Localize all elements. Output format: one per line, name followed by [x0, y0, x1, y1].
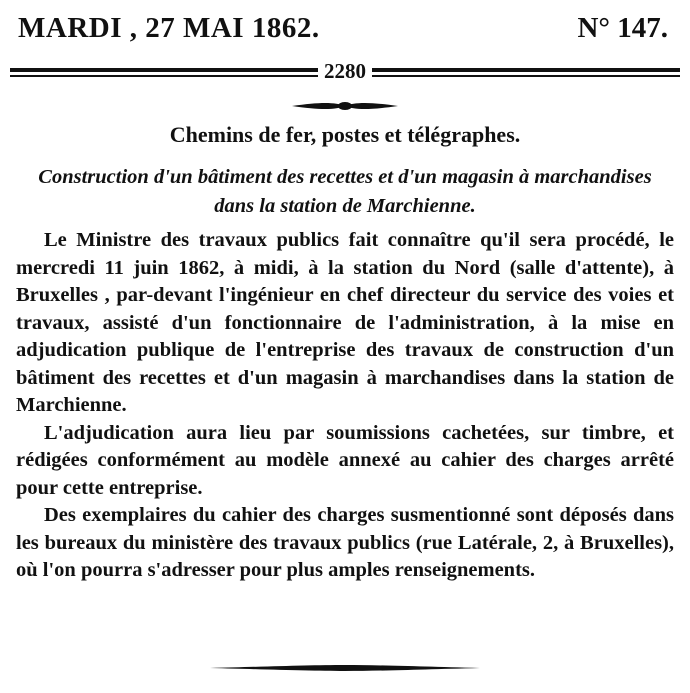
bottom-rule-icon — [210, 663, 480, 673]
notice-subtitle: Construction d'un bâtiment des recettes et d'un magasin à marchandises dans la station de Marchienne. — [38, 166, 652, 217]
page-header — [18, 8, 668, 48]
issue-date: MARDI , 27 MAI 1862. — [18, 12, 320, 44]
page-number: 2280 — [318, 60, 372, 82]
issue-number: N° 147. — [577, 12, 668, 44]
paragraph: Le Ministre des travaux publics fait connaître qu'il sera procédé, le mercredi 11 juin 1862, à midi, à la station du Nord (salle d'attente), à Bruxelles , par-devant l'ingénieur en chef directeur du service des voies et travaux, assisté d'un fonctionnaire de l'administration, à la mise en adjudication publique de l'entreprise des travaux de construction d'un bâtiment des recettes et d'un magasin à marchandises dans la station de Marchienne. — [16, 229, 674, 416]
ornament-divider-icon — [290, 99, 400, 113]
paragraph: L'adjudication aura lieu par soumissions cachetées, sur timbre, et rédigées conformément au modèle annexé au cahier des charges arrêté pour cette entreprise. — [16, 421, 674, 499]
notice-body — [16, 227, 674, 585]
paragraph: Des exemplaires du cahier des charges susmentionné sont déposés dans les bureaux du ministère des travaux publics (rue Latérale, 2, à Bruxelles), où l'on pourra s'adresser pour plus amples renseignements. — [16, 504, 674, 581]
header-rule — [10, 59, 680, 88]
section-title: Chemins de fer, postes et télégraphes. — [169, 122, 521, 147]
